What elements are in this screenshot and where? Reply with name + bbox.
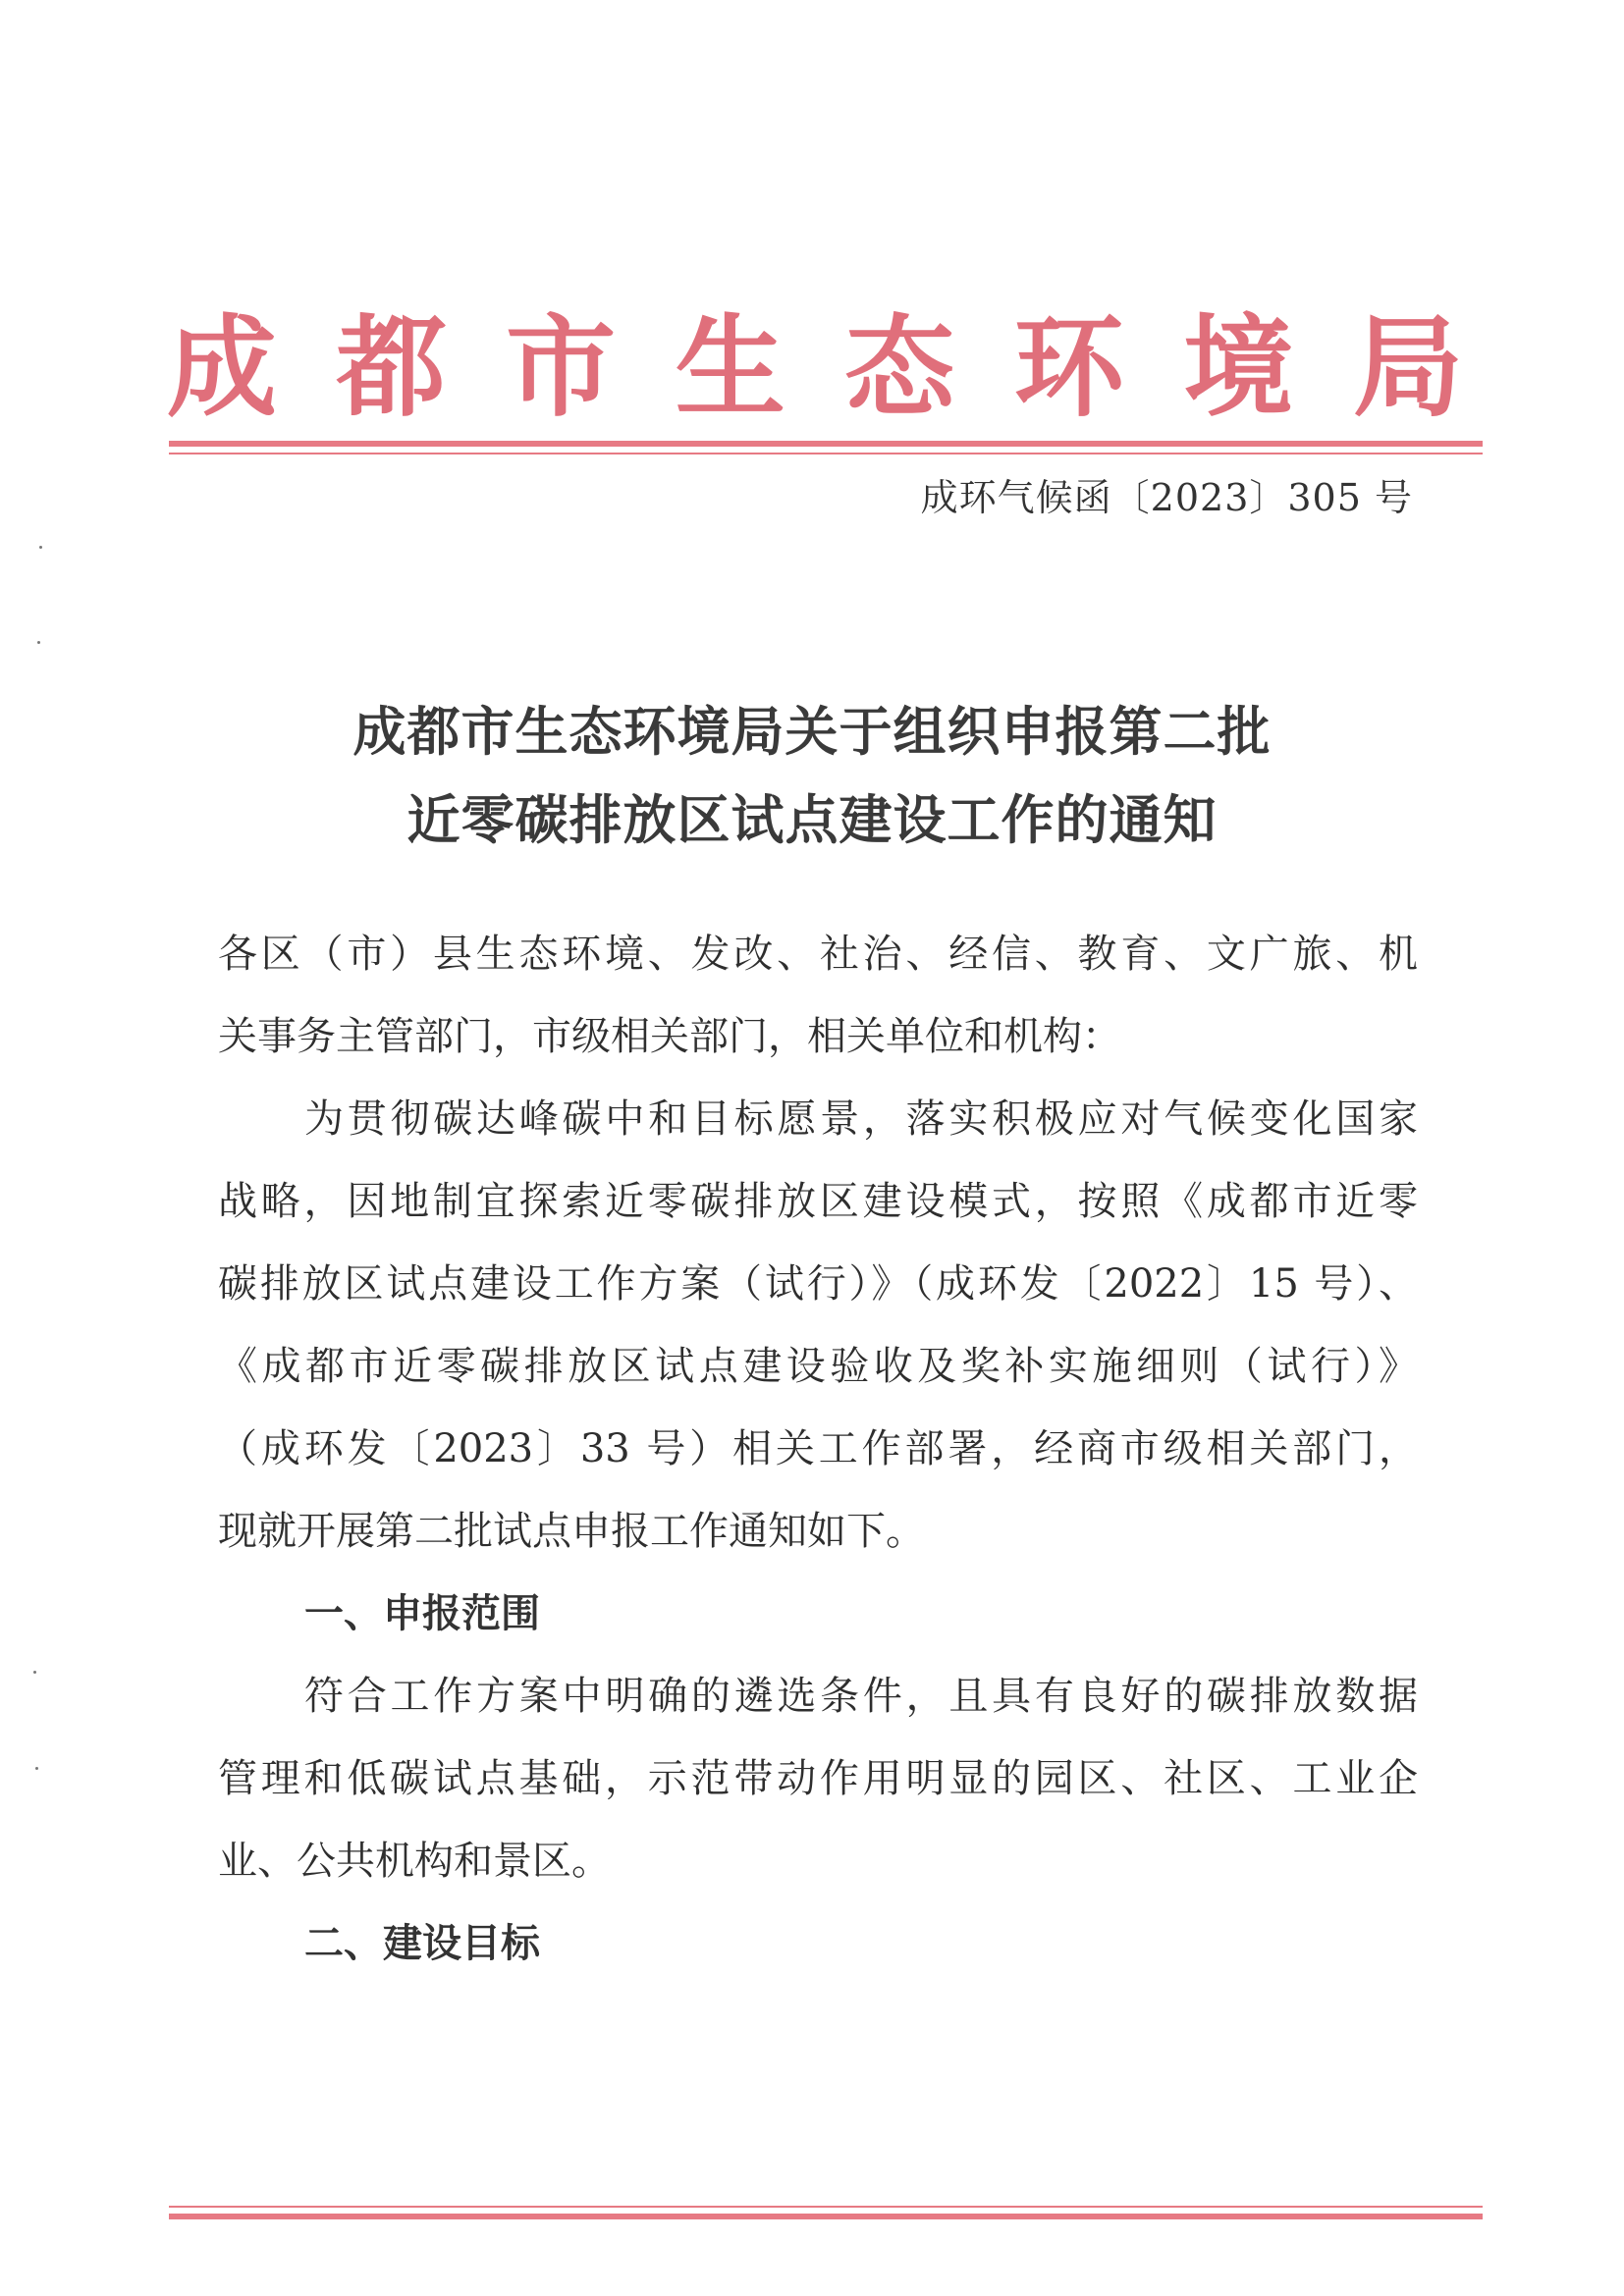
body-line: （成环发〔2023〕33 号）相关工作部署，经商市级相关部门， xyxy=(218,1426,1418,1471)
letterhead-title xyxy=(167,294,1463,442)
document-body xyxy=(218,913,1418,1985)
letterhead-char: 态 xyxy=(844,303,955,432)
scan-speck xyxy=(39,546,42,549)
scan-speck xyxy=(37,641,40,644)
letterhead-rule-thick xyxy=(169,441,1483,447)
addressee-line: 各区（市）县生态环境、发改、社治、经信、教育、文广旅、机 xyxy=(218,932,1418,977)
section-heading: 二、建设目标 xyxy=(304,1921,540,1966)
body-line: 业、公共机构和景区。 xyxy=(218,1839,611,1884)
body-line: 《成都市近零碳排放区试点建设验收及奖补实施细则（试行）》 xyxy=(218,1344,1418,1389)
document-title xyxy=(0,687,1624,864)
body-line: 碳排放区试点建设工作方案（试行）》（成环发〔2022〕15 号）、 xyxy=(218,1261,1418,1307)
body-line: 符合工作方案中明确的遴选条件，且具有良好的碳排放数据 xyxy=(304,1674,1418,1719)
letterhead-char: 环 xyxy=(1013,303,1124,432)
document-number: 成环气候函〔2023〕305 号 xyxy=(920,476,1413,519)
body-line: 战略，因地制宜探索近零碳排放区建设模式，按照《成都市近零 xyxy=(218,1179,1418,1224)
title-line-2: 近零碳排放区试点建设工作的通知 xyxy=(406,788,1218,851)
letterhead-rule-thin xyxy=(169,453,1483,454)
letterhead-char: 都 xyxy=(336,303,447,432)
scan-speck xyxy=(35,1767,38,1770)
title-line-1: 成都市生态环境局关于组织申报第二批 xyxy=(352,700,1272,763)
addressee-line: 关事务主管部门，市级相关部门，相关单位和机构： xyxy=(218,1014,1121,1059)
footer-rule-thick xyxy=(169,2214,1483,2219)
letterhead-char: 生 xyxy=(675,303,785,432)
body-line: 为贯彻碳达峰碳中和目标愿景，落实积极应对气候变化国家 xyxy=(304,1096,1418,1142)
body-line: 管理和低碳试点基础，示范带动作用明显的园区、社区、工业企 xyxy=(218,1756,1418,1801)
scan-speck xyxy=(33,1671,36,1674)
letterhead-char: 市 xyxy=(506,303,617,432)
letterhead-char: 成 xyxy=(167,303,277,432)
section-heading: 一、申报范围 xyxy=(304,1591,540,1636)
body-line: 现就开展第二批试点申报工作通知如下。 xyxy=(218,1509,925,1554)
footer-rule-thin xyxy=(169,2206,1483,2208)
letterhead-char: 局 xyxy=(1352,303,1463,432)
letterhead-char: 境 xyxy=(1183,303,1294,432)
